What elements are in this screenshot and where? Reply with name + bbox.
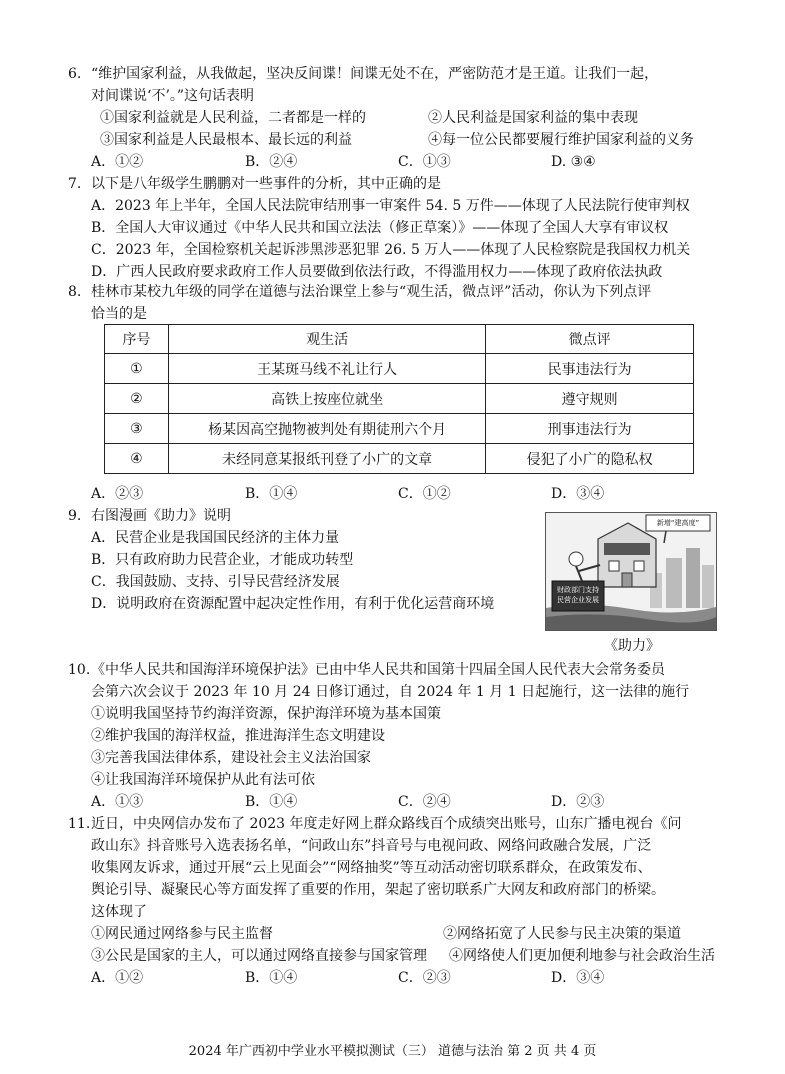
table-row <box>105 444 694 474</box>
question-10-option-a: A．①③ <box>91 794 144 810</box>
question-8-number: 8. <box>68 284 82 300</box>
table-header-cell: 微点评 <box>486 325 694 354</box>
question-8-option-b: B．①④ <box>245 486 298 502</box>
question-10-stem-line-1: 《中华人民共和国海洋环境保护法》已由中华人民共和国第十四届全国人民代表大会常务委员 <box>91 662 665 678</box>
page-footer: 2024 年广西初中学业水平模拟测试（三） 道德与法治 第 2 页 共 4 页 <box>188 1044 597 1059</box>
question-9-choice-b: B．只有政府助力民营企业，才能成功转型 <box>91 552 354 568</box>
cartoon-image <box>545 512 717 631</box>
question-11-option-d: D．③④ <box>551 970 605 986</box>
question-11-stem-line-5: 这体现了 <box>91 904 147 920</box>
table-cell: ② <box>105 384 169 414</box>
question-11-stem-line-4: 舆论引导、凝聚民心等方面发挥了重要的作用，架起了密切联系广大网友和政府部门的桥梁。 <box>91 882 665 898</box>
question-10-stem-line-2: 会第六次会议于 2023 年 10 月 24 日修订通过，自 2024 年 1 月 1 日起施行，这一法律的施行 <box>91 684 690 700</box>
table-row <box>105 384 694 414</box>
cartoon-sign-top: 新增“建高度” <box>656 519 700 527</box>
question-6-statement-3: ③国家利益是人民最根本、最长远的利益 <box>100 132 352 148</box>
question-10-option-b: B．①④ <box>245 794 298 810</box>
table-cell: 未经同意某报纸刊登了小广的文章 <box>168 444 485 474</box>
table-cell: 遵守规则 <box>486 384 694 414</box>
question-10-statement-4: ④让我国海洋环境保护从此有法可依 <box>91 772 315 788</box>
question-11-statement-3: ③公民是国家的主人，可以通过网络直接参与国家管理 <box>91 948 427 964</box>
question-6-number: 6. <box>68 66 82 82</box>
table-cell: 刑事违法行为 <box>486 414 694 444</box>
question-6-stem-line-1: “维护国家利益，从我做起，坚决反间谍！间谍无处不在，严密防范才是王道。让我们一起， <box>91 66 659 82</box>
question-6-stem-line-2: 对间谍说‘不’。”这句话表明 <box>91 88 255 104</box>
question-7-choice-b: B．全国人大审议通过《中华人民共和国立法法（修正草案）》——体现了全国人大享有审议权 <box>91 220 669 236</box>
question-10-statement-1: ①说明我国坚持节约海洋资源，保护海洋环境为基本国策 <box>91 706 441 722</box>
question-11-statement-4: ④网络使人们更加便利地参与社会政治生活 <box>449 948 715 964</box>
question-6-option-d: D. ③④ <box>551 154 596 170</box>
table-row <box>105 414 694 444</box>
table-cell: ③ <box>105 414 169 444</box>
question-7-number: 7. <box>68 176 82 192</box>
question-9-stem: 右图漫画《助力》说明 <box>91 508 231 524</box>
table-header-cell: 序号 <box>105 325 169 354</box>
question-8-stem-line-1: 桂林市某校九年级的同学在道德与法治课堂上参与“观生活，微点评”活动，你认为下列点评 <box>91 284 652 300</box>
question-11-stem-line-1: 近日，中央网信办发布了 2023 年度走好网上群众路线百个成绩突出账号，山东广播电视台《问 <box>91 816 682 832</box>
question-11-stem-line-2: 政山东》抖音账号入选表扬名单，“问政山东”抖音号与电视问政、网络问政融合发展，广泛 <box>91 838 652 854</box>
table-cell: 高铁上按座位就坐 <box>168 384 485 414</box>
question-6-statement-4: ④每一位公民都要履行维护国家利益的义务 <box>428 132 694 148</box>
table-cell: 杨某因高空抛物被判处有期徒刑六个月 <box>168 414 485 444</box>
table-header-row <box>105 325 694 354</box>
cartoon-sign-bottom: 财政部门支持民营企业发展 <box>557 586 599 604</box>
question-8-option-c: C．①② <box>398 486 451 502</box>
question-6-option-b: B．②④ <box>245 154 298 170</box>
question-10-option-d: D．②③ <box>551 794 605 810</box>
question-11-option-a: A．①② <box>91 970 144 986</box>
question-11-option-c: C．②③ <box>398 970 451 986</box>
question-9-choice-d: D．说明政府在资源配置中起决定性作用，有利于优化运营商环境 <box>91 596 495 612</box>
question-11-option-b: B．①④ <box>245 970 298 986</box>
question-10-option-c: C．②④ <box>398 794 451 810</box>
table-header-cell: 观生活 <box>168 325 485 354</box>
question-9-choice-c: C．我国鼓励、支持、引导民营经济发展 <box>91 574 340 590</box>
question-8-option-a: A．②③ <box>91 486 144 502</box>
question-7-choice-d: D．广西人民政府要求政府工作人员要做到依法行政，不得滥用权力——体现了政府依法执政 <box>91 264 663 280</box>
question-11-statement-1: ①网民通过网络参与民主监督 <box>91 926 273 942</box>
table-cell: ① <box>105 354 169 384</box>
question-6-option-c: C．①③ <box>398 154 451 170</box>
table-cell: ④ <box>105 444 169 474</box>
question-6-option-a: A．①② <box>91 154 144 170</box>
table-cell: 民事违法行为 <box>486 354 694 384</box>
question-10-statement-2: ②维护我国的海洋权益，推进海洋生态文明建设 <box>91 728 385 744</box>
question-8-stem-line-2: 恰当的是 <box>91 306 147 322</box>
question-6-statement-1: ①国家利益就是人民利益，二者都是一样的 <box>100 110 366 126</box>
question-9-choice-a: A．民营企业是我国国民经济的主体力量 <box>91 530 340 546</box>
table-row <box>105 354 694 384</box>
question-10-statement-3: ③完善我国法律体系，建设社会主义法治国家 <box>91 750 371 766</box>
question-11-number: 11. <box>68 816 91 832</box>
question-6-statement-2: ②人民利益是国家利益的集中表现 <box>428 110 638 126</box>
table-cell: 王某斑马线不礼让行人 <box>168 354 485 384</box>
question-11-statement-2: ②网络拓宽了人民参与民主决策的渠道 <box>443 926 681 942</box>
question-10-number: 10. <box>68 662 91 678</box>
question-11-stem-line-3: 收集网友诉求，通过开展“云上见面会”“网络抽奖”等互动活动密切联系群众，在政策发布、 <box>91 860 652 876</box>
question-8-option-d: D．③④ <box>551 486 605 502</box>
cartoon-caption: 《助力》 <box>604 638 660 654</box>
question-7-stem: 以下是八年级学生鹏鹏对一些事件的分析，其中正确的是 <box>91 176 441 192</box>
question-7-choice-a: A．2023 年上半年，全国人民法院审结刑事一审案件 54. 5 万件——体现了人民法院行使审判权 <box>91 198 690 214</box>
table-cell: 侵犯了小广的隐私权 <box>486 444 694 474</box>
observation-table <box>104 324 694 474</box>
question-9-number: 9. <box>68 508 82 524</box>
question-7-choice-c: C．2023 年，全国检察机关起诉涉黑涉恶犯罪 26. 5 万人——体现了人民检察院是我国权力机关 <box>91 242 691 258</box>
